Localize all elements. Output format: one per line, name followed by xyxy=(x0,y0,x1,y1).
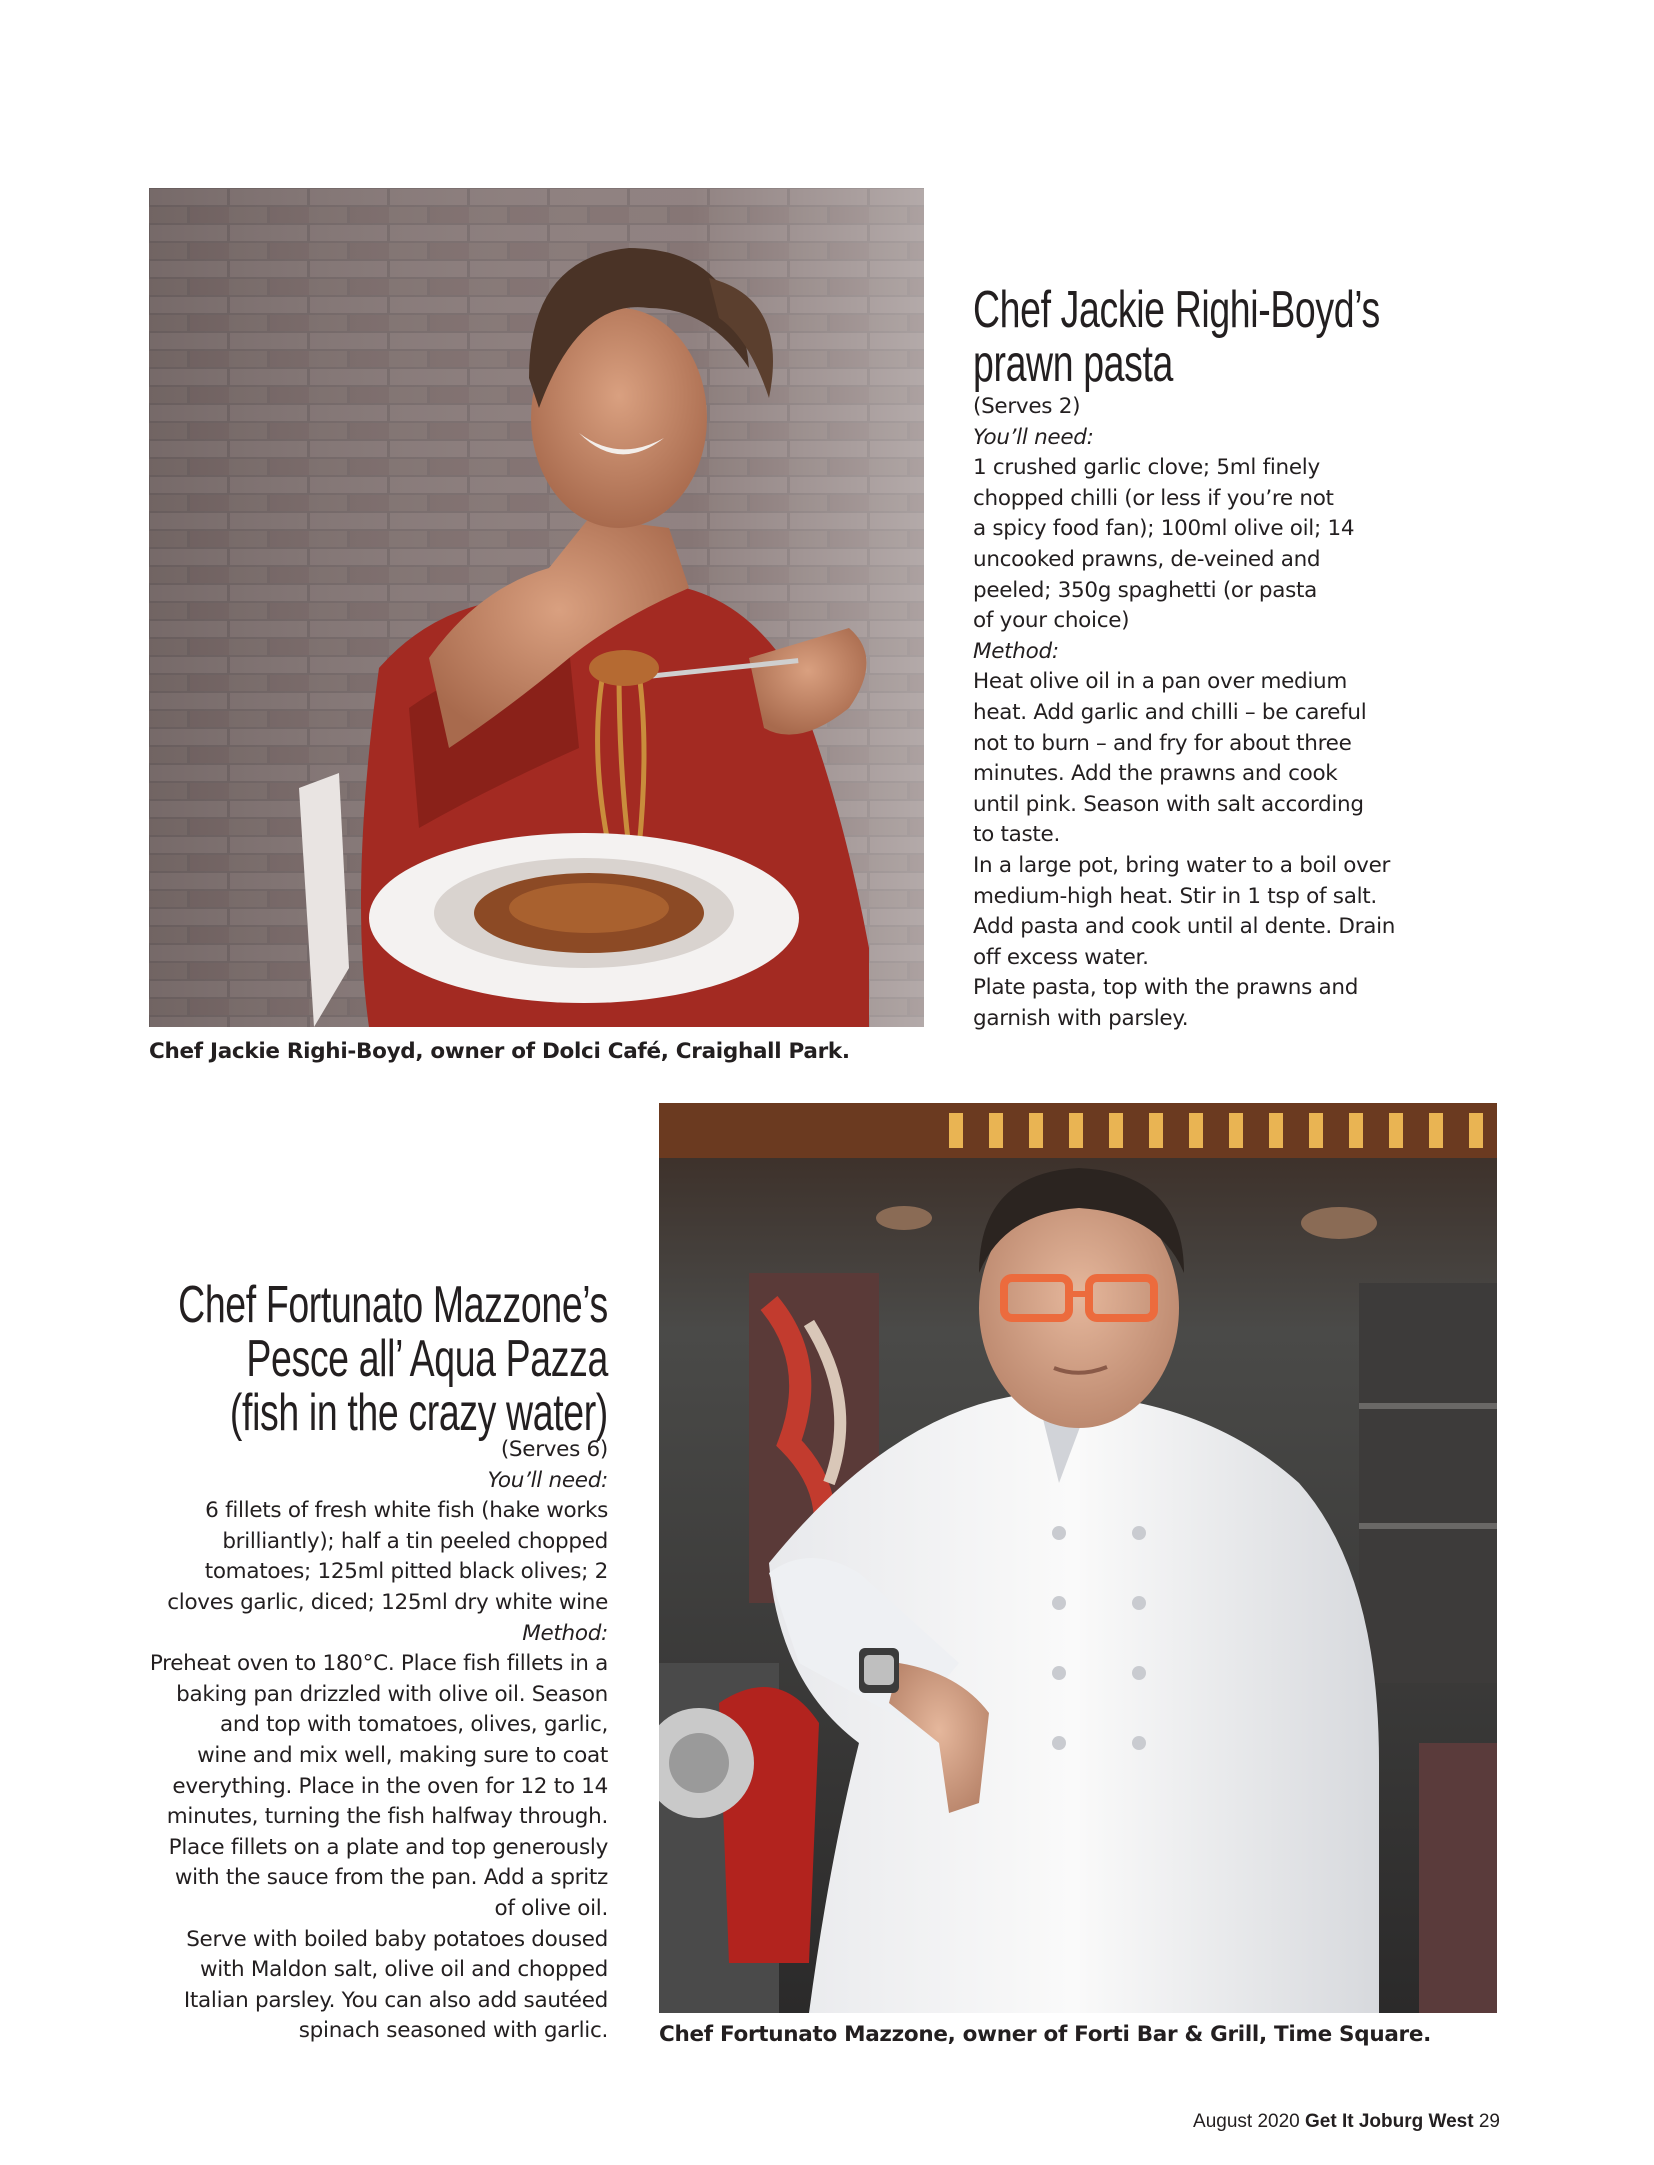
woman-eating-pasta-photo xyxy=(149,188,924,1027)
recipe1-method-line: Heat olive oil in a pan over medium xyxy=(973,669,1348,695)
recipe1-method-line: heat. Add garlic and chilli – be careful xyxy=(973,699,1367,725)
recipe1-ingredient-line: chopped chilli (or less if you’re not xyxy=(973,485,1334,511)
recipe2-title-line: Chef Fortunato Mazzone’s xyxy=(178,1276,608,1334)
recipe2-method-line: Place fillets on a plate and top generously xyxy=(168,1834,608,1860)
recipe2-method-line: and top with tomatoes, olives, garlic, xyxy=(220,1712,608,1738)
recipe2-ingredient-line: 6 fillets of fresh white fish (hake works xyxy=(205,1498,608,1524)
recipe1-method-line: Plate pasta, top with the prawns and xyxy=(973,975,1359,1001)
recipe2-method-line: with Maldon salt, olive oil and chopped xyxy=(199,1957,608,1983)
photo-chef-fortunato xyxy=(659,1103,1497,2013)
recipe2-method-line: baking pan drizzled with olive oil. Season xyxy=(176,1681,608,1707)
recipe2-method-line: minutes, turning the fish halfway through. xyxy=(166,1804,608,1830)
photo-chef-jackie xyxy=(149,188,924,1027)
recipe1-title-line: prawn pasta xyxy=(973,335,1174,393)
page-folio xyxy=(1193,2111,1500,2133)
recipe1-need-label: You’ll need: xyxy=(973,424,1094,450)
recipe2-method-label: Method: xyxy=(522,1620,608,1646)
recipe1-method-line: to taste. xyxy=(973,822,1061,848)
photo2-caption: Chef Fortunato Mazzone, owner of Forti Bar & Grill, Time Square. xyxy=(659,2022,1431,2047)
recipe2-method-line: spinach seasoned with garlic. xyxy=(298,2018,608,2044)
recipe2-title xyxy=(178,1278,608,1440)
recipe1-method-line: In a large pot, bring water to a boil over xyxy=(973,852,1391,878)
recipe1-ingredient-line: peeled; 350g spaghetti (or pasta xyxy=(973,577,1317,603)
recipe2-method-line: of olive oil. xyxy=(494,1895,608,1921)
recipe1-ingredient-line: a spicy food fan); 100ml olive oil; 14 xyxy=(973,516,1355,542)
recipe2-ingredient-line: cloves garlic, diced; 125ml dry white wine xyxy=(167,1589,608,1615)
recipe1-method-line: minutes. Add the prawns and cook xyxy=(973,761,1338,787)
recipe2-method-line: everything. Place in the oven for 12 to 14 xyxy=(172,1773,608,1799)
recipe1-method-label: Method: xyxy=(973,638,1059,664)
folio-publication: Get It Joburg West xyxy=(1305,2111,1474,2132)
recipe1-method-line: until pink. Season with salt according xyxy=(973,791,1364,817)
folio-month: August 2020 xyxy=(1193,2111,1300,2132)
recipe2-need-label: You’ll need: xyxy=(487,1467,608,1493)
recipe2-title-line: Pesce all’ Aqua Pazza xyxy=(246,1330,608,1388)
recipe1-title-line: Chef Jackie Righi-Boyd’s xyxy=(973,281,1380,339)
recipe2-ingredient-line: tomatoes; 125ml pitted black olives; 2 xyxy=(204,1559,608,1585)
recipe1-ingredient-line: of your choice) xyxy=(973,608,1130,634)
recipe1-method-line: Add pasta and cook until al dente. Drain xyxy=(973,914,1396,940)
recipe1-method-line: medium-high heat. Stir in 1 tsp of salt. xyxy=(973,883,1377,909)
recipe1-title xyxy=(973,283,1380,391)
recipe2-serves: (Serves 6) xyxy=(500,1437,608,1462)
recipe1-method-line: garnish with parsley. xyxy=(973,1005,1189,1031)
recipe1-serves: (Serves 2) xyxy=(973,394,1081,419)
recipe2-method-line: Italian parsley. You can also add sautéed xyxy=(183,1987,608,2013)
recipe2-body xyxy=(150,1435,608,2047)
recipe2-title-line: (fish in the crazy water) xyxy=(230,1384,608,1442)
recipe1-body xyxy=(973,392,1395,1034)
recipe1-method-line: off excess water. xyxy=(973,944,1149,970)
recipe1-ingredient-line: uncooked prawns, de-veined and xyxy=(973,546,1321,572)
recipe1-ingredient-line: 1 crushed garlic clove; 5ml finely xyxy=(973,455,1320,481)
recipe2-method-line: wine and mix well, making sure to coat xyxy=(197,1742,608,1768)
recipe2-method-line: Serve with boiled baby potatoes doused xyxy=(186,1926,608,1952)
recipe1-method-line: not to burn – and fry for about three xyxy=(973,730,1352,756)
chef-in-whites-photo xyxy=(659,1103,1497,2013)
recipe2-method-line: Preheat oven to 180°C. Place fish fillets in a xyxy=(149,1651,608,1677)
recipe2-ingredient-line: brilliantly); half a tin peeled chopped xyxy=(222,1528,608,1554)
recipe2-method-line: with the sauce from the pan. Add a spritz xyxy=(174,1865,608,1891)
folio-page-number: 29 xyxy=(1478,2111,1500,2132)
photo1-caption: Chef Jackie Righi-Boyd, owner of Dolci Café, Craighall Park. xyxy=(149,1039,850,1064)
